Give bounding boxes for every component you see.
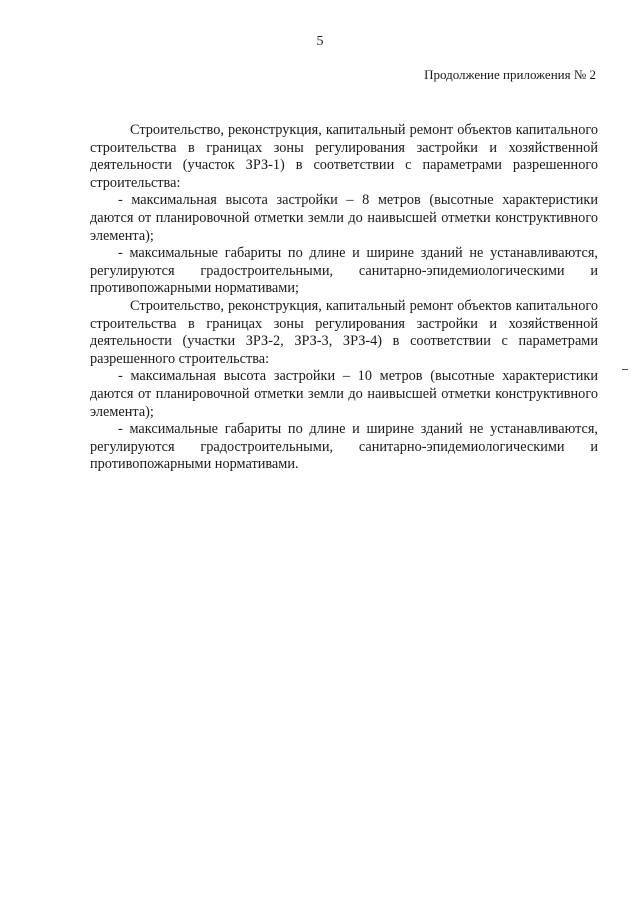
paragraph-zrz234-height: - максимальная высота застройки – 10 метров (высотные характеристики даются от планировочной отметки земли до наивысшей отметки конструктивного элемента); (90, 368, 598, 420)
paragraph-zrz234-dimensions: - максимальные габариты по длине и ширине зданий не устанавливаются, регулируются градостроительными, санитарно-эпидемиологическими и противопожарными нормативами. (90, 421, 598, 473)
paragraph-zrz1-height: - максимальная высота застройки – 8 метров (высотные характеристики даются от планировочной отметки земли до наивысшей отметки конструктивного элемента); (90, 192, 598, 244)
paragraph-zrz1-intro: Строительство, реконструкция, капитальный ремонт объектов капитального строительства в границах зоны регулирования застройки и хозяйственной деятельности (участок ЗРЗ-1) в соответствии с параметрами разрешенного строительства: (90, 122, 598, 191)
appendix-continuation-note: Продолжение приложения № 2 (424, 67, 596, 82)
paragraph-zrz1-dimensions: - максимальные габариты по длине и ширине зданий не устанавливаются, регулируются градостроительными, санитарно-эпидемиологическими и противопожарными нормативами; (90, 245, 598, 297)
scan-artifact-mark (622, 369, 628, 370)
page-number: 5 (316, 34, 324, 49)
document-body (90, 122, 598, 474)
paragraph-zrz234-intro: Строительство, реконструкция, капитальный ремонт объектов капитального строительства в границах зоны регулирования застройки и хозяйственной деятельности (участки ЗРЗ-2, ЗРЗ-3, ЗРЗ-4) в соответствии с параметрами разрешенного строительства: (90, 297, 598, 367)
